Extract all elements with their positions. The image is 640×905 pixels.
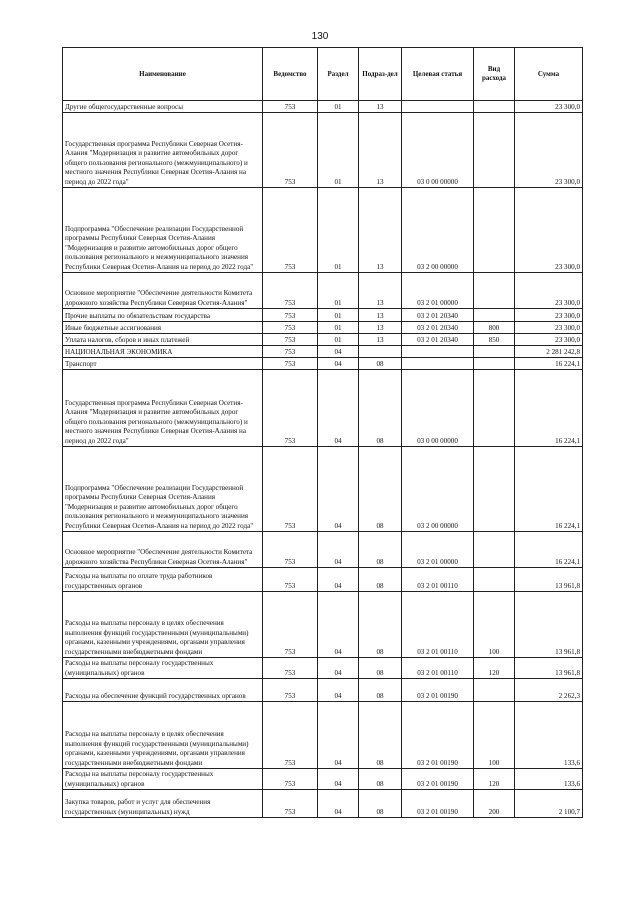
cell-department: 753 — [263, 447, 318, 532]
cell-department: 753 — [263, 113, 318, 188]
cell-amount: 23 300,0 — [515, 113, 583, 188]
table-row — [63, 309, 583, 322]
cell-department: 753 — [263, 322, 318, 334]
cell-amount: 23 300,0 — [515, 309, 583, 322]
cell-name: Расходы на выплаты по оплате труда работников государственных органов — [63, 568, 263, 592]
cell-target-item: 03 2 01 00110 — [402, 568, 474, 592]
cell-section: 04 — [318, 702, 359, 769]
cell-name: Расходы на выплаты персоналу в целях обеспечения выполнения функций государственными (муниципальными) органами, казенными учреждениями, органами управления государственными внебюджетными фондами — [63, 702, 263, 769]
table-row — [63, 370, 583, 447]
cell-subsection: 13 — [359, 309, 402, 322]
cell-amount: 2 281 242,8 — [515, 346, 583, 358]
cell-target-item: 03 2 00 00000 — [402, 188, 474, 273]
table-row — [63, 273, 583, 309]
cell-name: Подпрограмма "Обеспечение реализации Государственной программы Республики Северная Осетия-Алания "Модернизация и развитие автомобильных дорог общего пользования регионального и межмуниципального значения Республики Северная Осетия-Алания на период до 2022 года" — [63, 188, 263, 273]
cell-target-item: 03 2 01 00190 — [402, 702, 474, 769]
cell-subsection: 08 — [359, 592, 402, 658]
cell-section: 01 — [318, 273, 359, 309]
cell-expense-type — [474, 101, 515, 113]
cell-name: Государственная программа Республики Северная Осетия-Алания "Модернизация и развитие автомобильных дорог общего пользования регионального (межмуниципального) и местного значения Республики Северная Осетия-Алания на период до 2022 года" — [63, 370, 263, 447]
table-row — [63, 334, 583, 346]
cell-department: 753 — [263, 370, 318, 447]
cell-name: Уплата налогов, сборов и иных платежей — [63, 334, 263, 346]
cell-name: Основное мероприятие "Обеспечение деятельности Комитета дорожного хозяйства Республики Северная Осетия-Алания" — [63, 532, 263, 568]
header-department: Ведомство — [263, 48, 318, 101]
cell-department: 753 — [263, 568, 318, 592]
cell-amount: 23 300,0 — [515, 322, 583, 334]
cell-expense-type: 120 — [474, 769, 515, 790]
cell-target-item: 03 2 01 00190 — [402, 790, 474, 818]
header-target-item: Целевая статья — [402, 48, 474, 101]
table-row — [63, 322, 583, 334]
cell-name: Подпрограмма "Обеспечение реализации Государственной программы Республики Северная Осетия-Алания "Модернизация и развитие автомобильных дорог общего пользования регионального и межмуниципального значения Республики Северная Осетия-Алания на период до 2022 года" — [63, 447, 263, 532]
cell-section: 01 — [318, 188, 359, 273]
header-expense-type: Вид расхода — [474, 48, 515, 101]
cell-target-item: 03 2 01 20340 — [402, 309, 474, 322]
cell-expense-type — [474, 188, 515, 273]
cell-subsection: 08 — [359, 679, 402, 702]
cell-target-item: 03 2 00 00000 — [402, 447, 474, 532]
cell-subsection: 13 — [359, 101, 402, 113]
cell-section: 04 — [318, 447, 359, 532]
cell-section: 04 — [318, 679, 359, 702]
cell-subsection: 08 — [359, 532, 402, 568]
cell-target-item: 03 0 00 00000 — [402, 113, 474, 188]
cell-target-item: 03 2 01 00190 — [402, 679, 474, 702]
cell-amount: 133,6 — [515, 702, 583, 769]
cell-name: НАЦИОНАЛЬНАЯ ЭКОНОМИКА — [63, 346, 263, 358]
table-row — [63, 113, 583, 188]
cell-section: 01 — [318, 309, 359, 322]
cell-department: 753 — [263, 334, 318, 346]
cell-subsection: 13 — [359, 273, 402, 309]
cell-name: Транспорт — [63, 358, 263, 370]
cell-subsection: 13 — [359, 322, 402, 334]
cell-amount: 2 100,7 — [515, 790, 583, 818]
cell-department: 753 — [263, 358, 318, 370]
cell-subsection — [359, 346, 402, 358]
cell-expense-type: 200 — [474, 790, 515, 818]
cell-department: 753 — [263, 679, 318, 702]
cell-amount: 16 224,1 — [515, 358, 583, 370]
header-subsection: Подраз-дел — [359, 48, 402, 101]
table-row — [63, 532, 583, 568]
cell-expense-type — [474, 346, 515, 358]
cell-amount: 13 961,8 — [515, 658, 583, 679]
cell-subsection: 08 — [359, 358, 402, 370]
cell-target-item: 03 2 01 00000 — [402, 532, 474, 568]
cell-target-item: 03 2 01 20340 — [402, 322, 474, 334]
cell-amount: 13 961,8 — [515, 592, 583, 658]
cell-section: 04 — [318, 592, 359, 658]
cell-amount: 16 224,1 — [515, 447, 583, 532]
cell-name: Закупка товаров, работ и услуг для обеспечения государственных (муниципальных) нужд — [63, 790, 263, 818]
page-number: 130 — [311, 31, 329, 42]
cell-target-item — [402, 346, 474, 358]
cell-target-item: 03 2 01 00110 — [402, 592, 474, 658]
table-row — [63, 769, 583, 790]
cell-subsection: 08 — [359, 769, 402, 790]
header-name: Наименование — [63, 48, 263, 101]
cell-department: 753 — [263, 702, 318, 769]
table-header-row — [63, 48, 583, 101]
cell-subsection: 08 — [359, 702, 402, 769]
cell-target-item: 03 2 01 00190 — [402, 769, 474, 790]
cell-section: 04 — [318, 370, 359, 447]
cell-subsection: 13 — [359, 113, 402, 188]
header-amount: Сумма — [515, 48, 583, 101]
cell-section: 01 — [318, 113, 359, 188]
cell-amount: 16 224,1 — [515, 532, 583, 568]
table-row — [63, 346, 583, 358]
cell-subsection: 08 — [359, 658, 402, 679]
cell-target-item — [402, 101, 474, 113]
cell-section: 04 — [318, 358, 359, 370]
table-row — [63, 101, 583, 113]
cell-department: 753 — [263, 309, 318, 322]
cell-expense-type — [474, 309, 515, 322]
cell-name: Прочие выплаты по обязательствам государства — [63, 309, 263, 322]
cell-target-item: 03 2 01 00110 — [402, 658, 474, 679]
cell-expense-type: 100 — [474, 702, 515, 769]
table-row — [63, 188, 583, 273]
cell-section: 04 — [318, 769, 359, 790]
table-row — [63, 592, 583, 658]
cell-amount: 23 300,0 — [515, 188, 583, 273]
table-row — [63, 658, 583, 679]
cell-section: 01 — [318, 101, 359, 113]
cell-expense-type — [474, 113, 515, 188]
cell-subsection: 13 — [359, 188, 402, 273]
cell-amount: 23 300,0 — [515, 101, 583, 113]
cell-expense-type: 100 — [474, 592, 515, 658]
cell-name: Государственная программа Республики Северная Осетия-Алания "Модернизация и развитие автомобильных дорог общего пользования регионального (межмуниципального) и местного значения Республики Северная Осетия-Алания на период до 2022 года" — [63, 113, 263, 188]
cell-department: 753 — [263, 592, 318, 658]
cell-expense-type: 850 — [474, 334, 515, 346]
cell-target-item: 03 0 00 00000 — [402, 370, 474, 447]
cell-department: 753 — [263, 658, 318, 679]
cell-department: 753 — [263, 346, 318, 358]
cell-target-item: 03 2 01 20340 — [402, 334, 474, 346]
cell-section: 04 — [318, 790, 359, 818]
cell-subsection: 13 — [359, 334, 402, 346]
cell-expense-type — [474, 447, 515, 532]
cell-subsection: 08 — [359, 370, 402, 447]
cell-subsection: 08 — [359, 447, 402, 532]
cell-name: Расходы на обеспечение функций государственных органов — [63, 679, 263, 702]
cell-subsection: 08 — [359, 790, 402, 818]
cell-name: Расходы на выплаты персоналу государственных (муниципальных) органов — [63, 769, 263, 790]
table-row — [63, 702, 583, 769]
table-row — [63, 790, 583, 818]
cell-name: Основное мероприятие "Обеспечение деятельности Комитета дорожного хозяйства Республики Северная Осетия-Алания" — [63, 273, 263, 309]
cell-expense-type — [474, 532, 515, 568]
cell-department: 753 — [263, 101, 318, 113]
cell-amount: 13 961,8 — [515, 568, 583, 592]
table-row — [63, 358, 583, 370]
cell-section: 04 — [318, 568, 359, 592]
cell-expense-type: 800 — [474, 322, 515, 334]
header-section: Раздел — [318, 48, 359, 101]
cell-department: 753 — [263, 769, 318, 790]
cell-department: 753 — [263, 188, 318, 273]
cell-amount: 23 300,0 — [515, 273, 583, 309]
cell-name: Другие общегосударственные вопросы — [63, 101, 263, 113]
table-row — [63, 447, 583, 532]
cell-department: 753 — [263, 532, 318, 568]
cell-target-item — [402, 358, 474, 370]
cell-section: 04 — [318, 346, 359, 358]
cell-expense-type — [474, 273, 515, 309]
cell-expense-type — [474, 358, 515, 370]
cell-amount: 16 224,1 — [515, 370, 583, 447]
cell-expense-type — [474, 370, 515, 447]
cell-amount: 23 300,0 — [515, 334, 583, 346]
cell-name: Расходы на выплаты персоналу государственных (муниципальных) органов — [63, 658, 263, 679]
cell-section: 04 — [318, 532, 359, 568]
cell-expense-type — [474, 679, 515, 702]
cell-subsection: 08 — [359, 568, 402, 592]
cell-amount: 2 262,3 — [515, 679, 583, 702]
cell-amount: 133,6 — [515, 769, 583, 790]
table-body — [63, 101, 583, 818]
cell-expense-type — [474, 568, 515, 592]
cell-name: Иные бюджетные ассигнования — [63, 322, 263, 334]
budget-table — [62, 47, 583, 818]
cell-name: Расходы на выплаты персоналу в целях обеспечения выполнения функций государственными (муниципальными) органами, казенными учреждениями, органами управления государственными внебюджетными фондами — [63, 592, 263, 658]
table-row — [63, 679, 583, 702]
cell-target-item: 03 2 01 00000 — [402, 273, 474, 309]
cell-section: 01 — [318, 334, 359, 346]
cell-department: 753 — [263, 790, 318, 818]
cell-section: 04 — [318, 658, 359, 679]
cell-department: 753 — [263, 273, 318, 309]
table-row — [63, 568, 583, 592]
cell-section: 01 — [318, 322, 359, 334]
cell-expense-type: 120 — [474, 658, 515, 679]
